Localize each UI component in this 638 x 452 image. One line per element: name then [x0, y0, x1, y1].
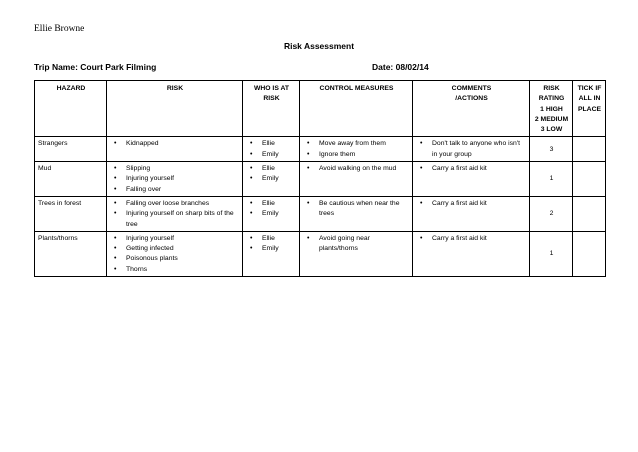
- who-cell: [243, 231, 300, 276]
- comments-cell: [413, 137, 530, 162]
- tick-cell[interactable]: [573, 137, 606, 162]
- hazard-cell: Trees in forest: [35, 196, 107, 231]
- risk-cell: [107, 231, 243, 276]
- who-item: • Emily: [246, 244, 297, 254]
- rating-cell: 3: [530, 137, 573, 162]
- hazard-cell: Plants/thorns: [35, 231, 107, 276]
- tick-cell[interactable]: [573, 231, 606, 276]
- table-row: [35, 137, 606, 162]
- header-hazard: HAZARD: [35, 81, 107, 137]
- risk-cell: [107, 196, 243, 231]
- comment-item: • Carry a first aid kit: [416, 164, 527, 174]
- risk-item: • Injuring yourself: [110, 234, 240, 244]
- rating-cell: 2: [530, 196, 573, 231]
- who-item: • Ellie: [246, 199, 297, 209]
- comments-cell: [413, 162, 530, 197]
- document-title: Risk Assessment: [283, 41, 355, 51]
- who-item: • Emily: [246, 150, 297, 160]
- risk-cell: [107, 162, 243, 197]
- header-comments-line: /ACTIONS: [455, 95, 488, 103]
- header-risk: RISK: [107, 81, 243, 137]
- header-control: CONTROL MEASURES: [300, 81, 413, 137]
- risk-item: • Falling over loose branches: [110, 199, 240, 209]
- header-row: [35, 81, 606, 137]
- control-cell: [300, 231, 413, 276]
- trip-name: Trip Name: Court Park Filming: [34, 62, 157, 72]
- control-item: • Avoid going near plants/thorns: [303, 234, 410, 255]
- who-item: • Emily: [246, 209, 297, 219]
- header-tick-line: TICK IF: [577, 85, 602, 92]
- table-row: [35, 231, 606, 276]
- control-cell: [300, 196, 413, 231]
- tick-cell[interactable]: [573, 162, 606, 197]
- who-item: • Ellie: [246, 234, 297, 244]
- header-rating-line: 3 LOW: [540, 126, 563, 134]
- control-item: • Avoid walking on the mud: [303, 164, 410, 174]
- risk-cell: [107, 137, 243, 162]
- header-tick-line: ALL IN: [578, 95, 601, 103]
- risk-item: • Getting infected: [110, 244, 240, 254]
- rating-cell: 1: [530, 231, 573, 276]
- risk-item: • Injuring yourself on sharp bits of the tree: [110, 209, 240, 230]
- risk-item: • Slipping: [110, 164, 240, 174]
- header-rating: [530, 81, 573, 137]
- who-item: • Ellie: [246, 164, 297, 174]
- risk-item: • Injuring yourself: [110, 174, 240, 184]
- table-row: [35, 162, 606, 197]
- risk-item: • Kidnapped: [110, 139, 240, 149]
- control-item: • Ignore them: [303, 150, 410, 160]
- hazard-cell: Strangers: [35, 137, 107, 162]
- header-who-line: WHO IS AT: [253, 85, 290, 92]
- header-rating-line: 2 MEDIUM: [534, 115, 569, 123]
- rating-cell: 1: [530, 162, 573, 197]
- risk-item: • Falling over: [110, 185, 240, 195]
- header-who-line: RISK: [263, 95, 280, 103]
- author-name: Ellie Browne: [34, 24, 85, 34]
- header-rating-line: 1 HIGH: [540, 105, 563, 113]
- who-cell: [243, 196, 300, 231]
- header-rating-line: RATING: [538, 95, 565, 103]
- comment-item: • Don't talk to anyone who isn't in your group: [416, 139, 527, 160]
- trip-date: Date: 08/02/14: [372, 62, 429, 72]
- who-item: • Ellie: [246, 139, 297, 149]
- control-cell: [300, 162, 413, 197]
- header-comments: [413, 81, 530, 137]
- table-row: [35, 196, 606, 231]
- control-item: • Be cautious when near the trees: [303, 199, 410, 220]
- header-comments-line: COMMENTS: [451, 85, 492, 92]
- control-cell: [300, 137, 413, 162]
- risk-item: • Thorns: [110, 265, 240, 275]
- header-who: [243, 81, 300, 137]
- comment-item: • Carry a first aid kit: [416, 199, 527, 209]
- control-item: • Move away from them: [303, 139, 410, 149]
- risk-assessment-table: [34, 80, 606, 277]
- who-cell: [243, 137, 300, 162]
- comments-cell: [413, 231, 530, 276]
- header-rating-line: RISK: [543, 85, 560, 92]
- comments-cell: [413, 196, 530, 231]
- who-item: • Emily: [246, 174, 297, 184]
- comment-item: • Carry a first aid kit: [416, 234, 527, 244]
- risk-item: • Poisonous plants: [110, 254, 240, 264]
- who-cell: [243, 162, 300, 197]
- header-tick-line: PLACE: [577, 105, 602, 113]
- tick-cell[interactable]: [573, 196, 606, 231]
- hazard-cell: Mud: [35, 162, 107, 197]
- header-tick: [573, 81, 606, 137]
